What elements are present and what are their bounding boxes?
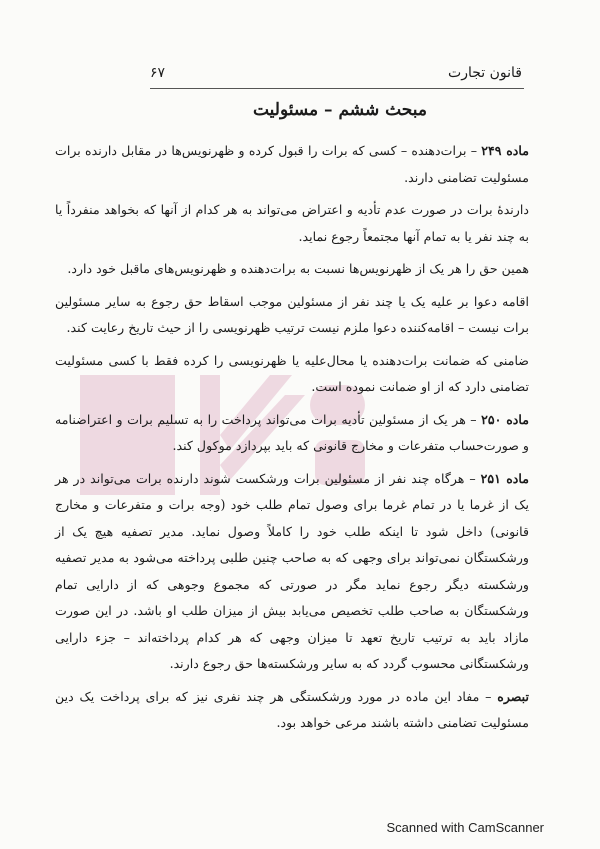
paragraph-text: – مفاد این ماده در مورد ورشکستگی هر چند نفری نیز که برای پرداخت یک دین مسئولیت تضامنی داشته باشند مرعی خواهد بود. <box>55 688 529 730</box>
scanner-footer: Scanned with CamScanner <box>386 820 544 835</box>
article-heading: ماده ۲۵۱ <box>480 470 529 486</box>
running-header <box>150 62 522 84</box>
paragraph <box>55 138 529 191</box>
note-heading: تبصره <box>497 688 529 704</box>
paragraph <box>55 289 529 342</box>
book-title: قانون تجارت <box>448 65 522 81</box>
article-heading: ماده ۲۵۰ <box>481 411 529 427</box>
paragraph-text: – هر یک از مسئولین تأدیه برات می‌تواند پرداخت را به تسلیم برات و اعتراضنامه و صورت‌حساب متفرعات و مخارج قانونی که باید بپردازد موکول کند. <box>55 411 529 453</box>
paragraph <box>55 466 529 678</box>
paragraph <box>55 256 529 283</box>
paragraph <box>55 407 529 460</box>
paragraph-text: ضامنی که ضمانت برات‌دهنده یا محال‌علیه یا ظهرنویسی را کرده فقط با کسی مسئولیت تضامنی دارد که از او ضمانت نموده است. <box>55 352 529 394</box>
paragraph-text: همین حق را هر یک از ظهرنویس‌ها نسبت به برات‌دهنده و ظهرنویس‌های ماقبل خود دارد. <box>67 261 529 276</box>
section-title: مبحث ششم – مسئولیت <box>252 100 428 120</box>
paragraph <box>55 348 529 401</box>
paragraph-text: اقامه دعوا بر علیه یک یا چند نفر از مسئولین موجب اسقاط حق رجوع به سایر مسئولین برات نیست – اقامه‌کننده دعوا ملزم نیست ترتیب ظهرنویسی را از حیث تاریخ رعایت کند. <box>55 293 529 335</box>
paragraph <box>55 197 529 250</box>
page-number: ۶۷ <box>150 65 166 81</box>
paragraph <box>55 684 529 737</box>
header-divider <box>150 88 524 89</box>
article-heading: ماده ۲۴۹ <box>481 143 529 158</box>
paragraph-text: – برات‌دهنده – کسی که برات را قبول کرده و ظهرنویس‌ها در مقابل دارنده برات مسئولیت تضامنی دارند. <box>55 143 529 185</box>
paragraph-text: دارندهٔ برات در صورت عدم تأدیه و اعتراض می‌تواند به هر کدام از آنها که بخواهد منفرداً یا به چند نفر یا به تمام آنها مجتمعاً رجوع نماید. <box>55 202 529 244</box>
document-body <box>55 138 529 743</box>
paragraph-text: – هرگاه چند نفر از مسئولین برات ورشکست شوند دارنده برات می‌تواند در هر یک از غرما یا در تمام غرما برای وصول تمام طلب خود (وجه برات و متفرعات و مخارج قانونی) داخل شود تا اینکه طلب خود را کاملاً وصول نماید. مدیر تصفیه هیچ یک از ورشکستگان نمی‌تواند برای وجهی که به صاحب چنین طلبی پرداخته می‌شود به مدیر تصفیه ورشکسته دیگر رجوع نماید مگر در صورتی که مجموع وجوهی که از دارایی تمام ورشکستگان به صاحب طلب تخصیص می‌یابد بیش از میزان طلب او باشد. در این صورت مازاد باید به ترتیب تاریخ تعهد تا میزان وجهی که هر کدام پرداخته‌اند – جزء دارایی ورشکستگانی محسوب گردد که به سایر ورشکسته‌ها حق رجوع دارند. <box>55 470 529 671</box>
